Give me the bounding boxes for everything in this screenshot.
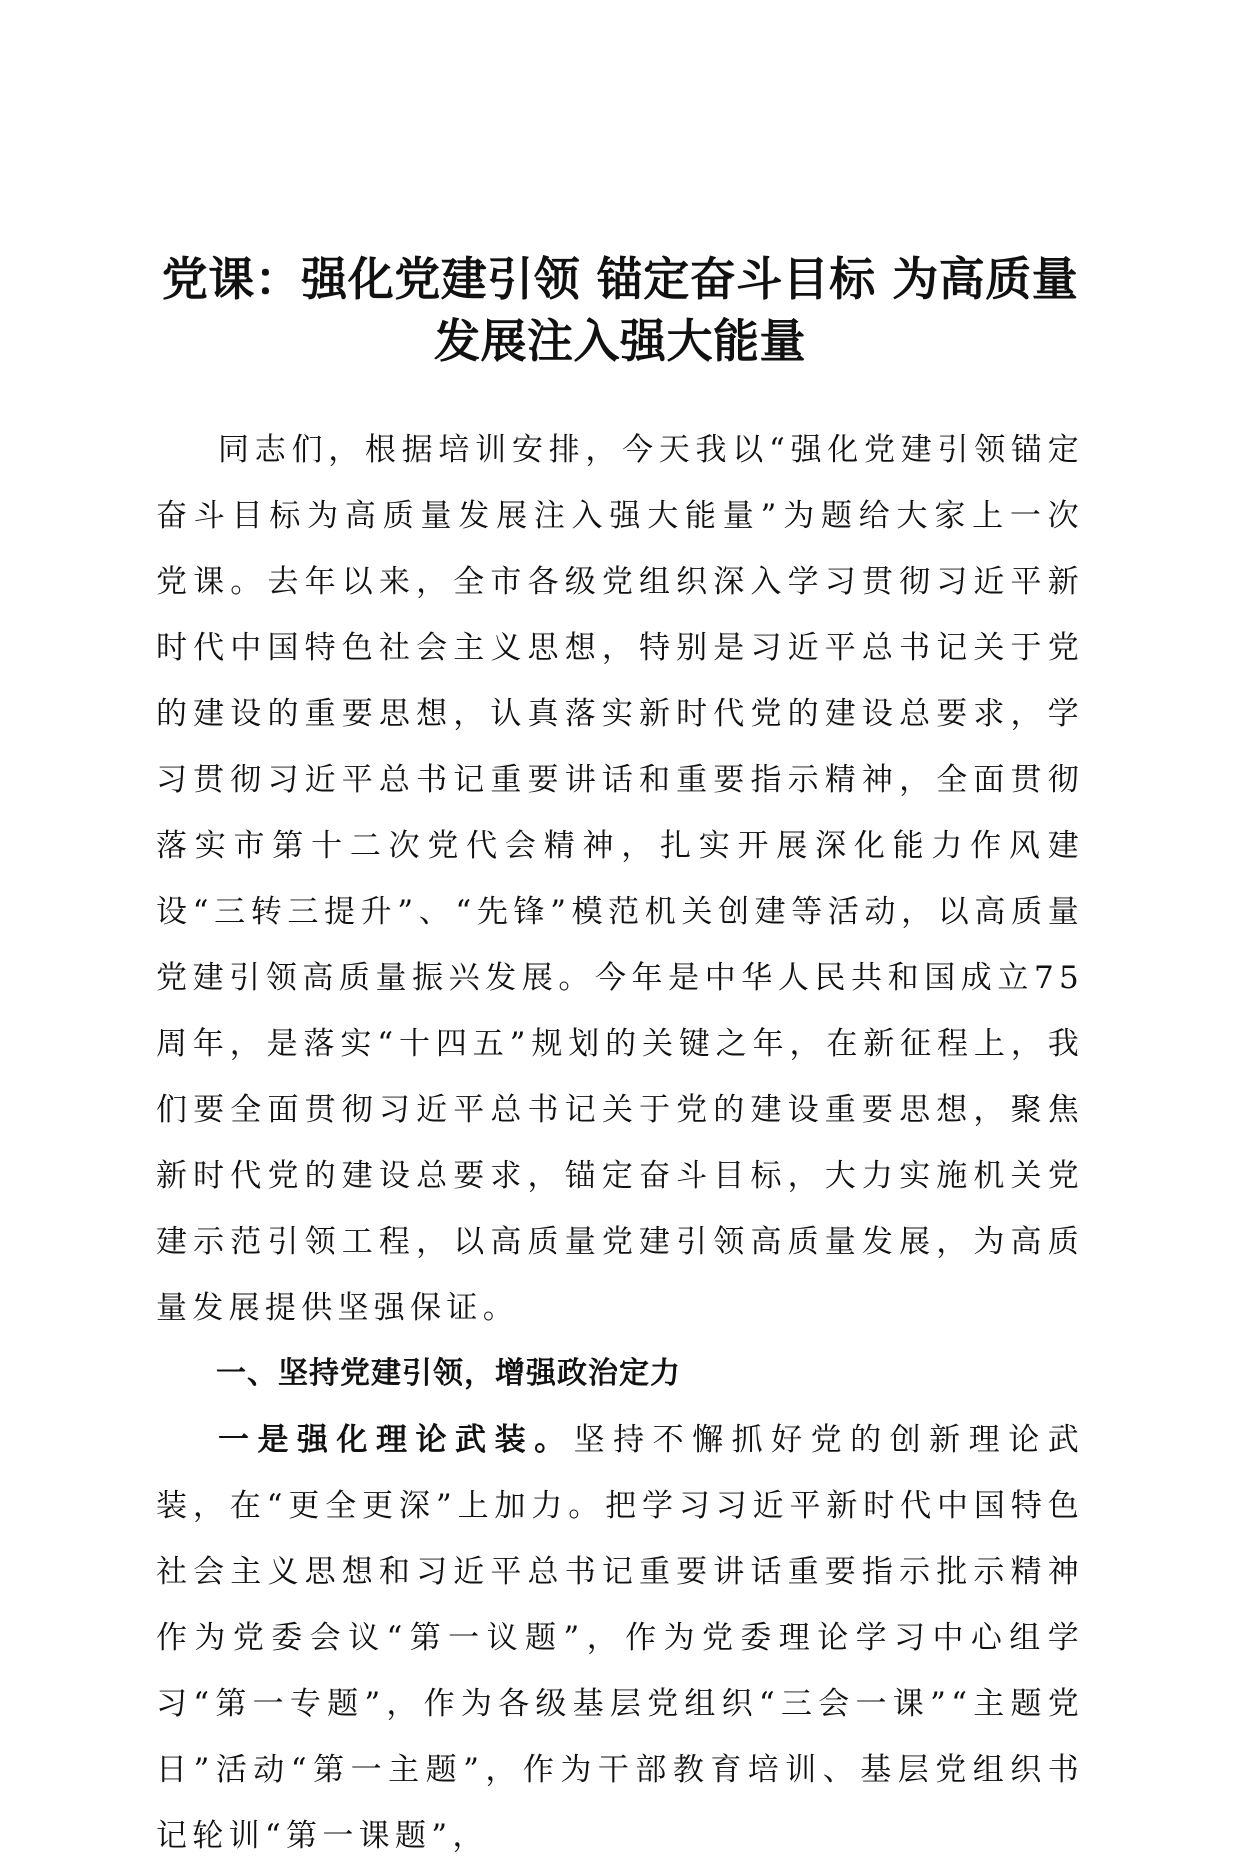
- section-heading: 一、坚持党建引领，增强政治定力: [216, 1356, 681, 1391]
- paragraph-lead: 一是强化理论武装。: [218, 1422, 574, 1458]
- title-line-1: 党课：强化党建引领 锚定奋斗目标 为高质量: [161, 252, 1079, 306]
- title-line-2: 发展注入强大能量: [434, 314, 806, 368]
- intro-paragraph: 同志们，根据培训安排，今天我以“强化党建引领锚定奋斗目标为高质量发展注入强大能量”为题给大家上一次党课。去年以来，全市各级党组织深入学习贯彻习近平新时代中国特色社会主义思想，特别是习近平总书记关于党的建设的重要思想，认真落实新时代党的建设总要求，学习贯彻习近平总书记重要讲话和重要指示精神，全面贯彻落实市第十二次党代会精神，扎实开展深化能力作风建设“三转三提升”、“先锋”模范机关创建等活动，以高质量党建引领高质量振兴发展。今年是中华人民共和国成立75周年，是落实“十四五”规划的关键之年，在新征程上，我们要全面贯彻习近平总书记关于党的建设重要思想，聚焦新时代党的建设总要求，锚定奋斗目标，大力实施机关党建示范引领工程，以高质量党建引领高质量发展，为高质量发展提供坚强保证。: [156, 432, 1084, 1326]
- document-body: [156, 417, 1084, 1869]
- document-title: [150, 248, 1090, 372]
- body-paragraph: [156, 1407, 1084, 1869]
- paragraph-text: 坚持不懈抓好党的创新理论武装，在“更全更深”上加力。把学习习近平新时代中国特色社会主义思想和习近平总书记重要讲话重要指示批示精神作为党委会议“第一议题”，作为党委理论学习中心组学习“第一专题”，作为各级基层党组织“三会一课”“主题党日”活动“第一主题”，作为干部教育培训、基层党组织书记轮训“第一课题”，: [156, 1422, 1085, 1854]
